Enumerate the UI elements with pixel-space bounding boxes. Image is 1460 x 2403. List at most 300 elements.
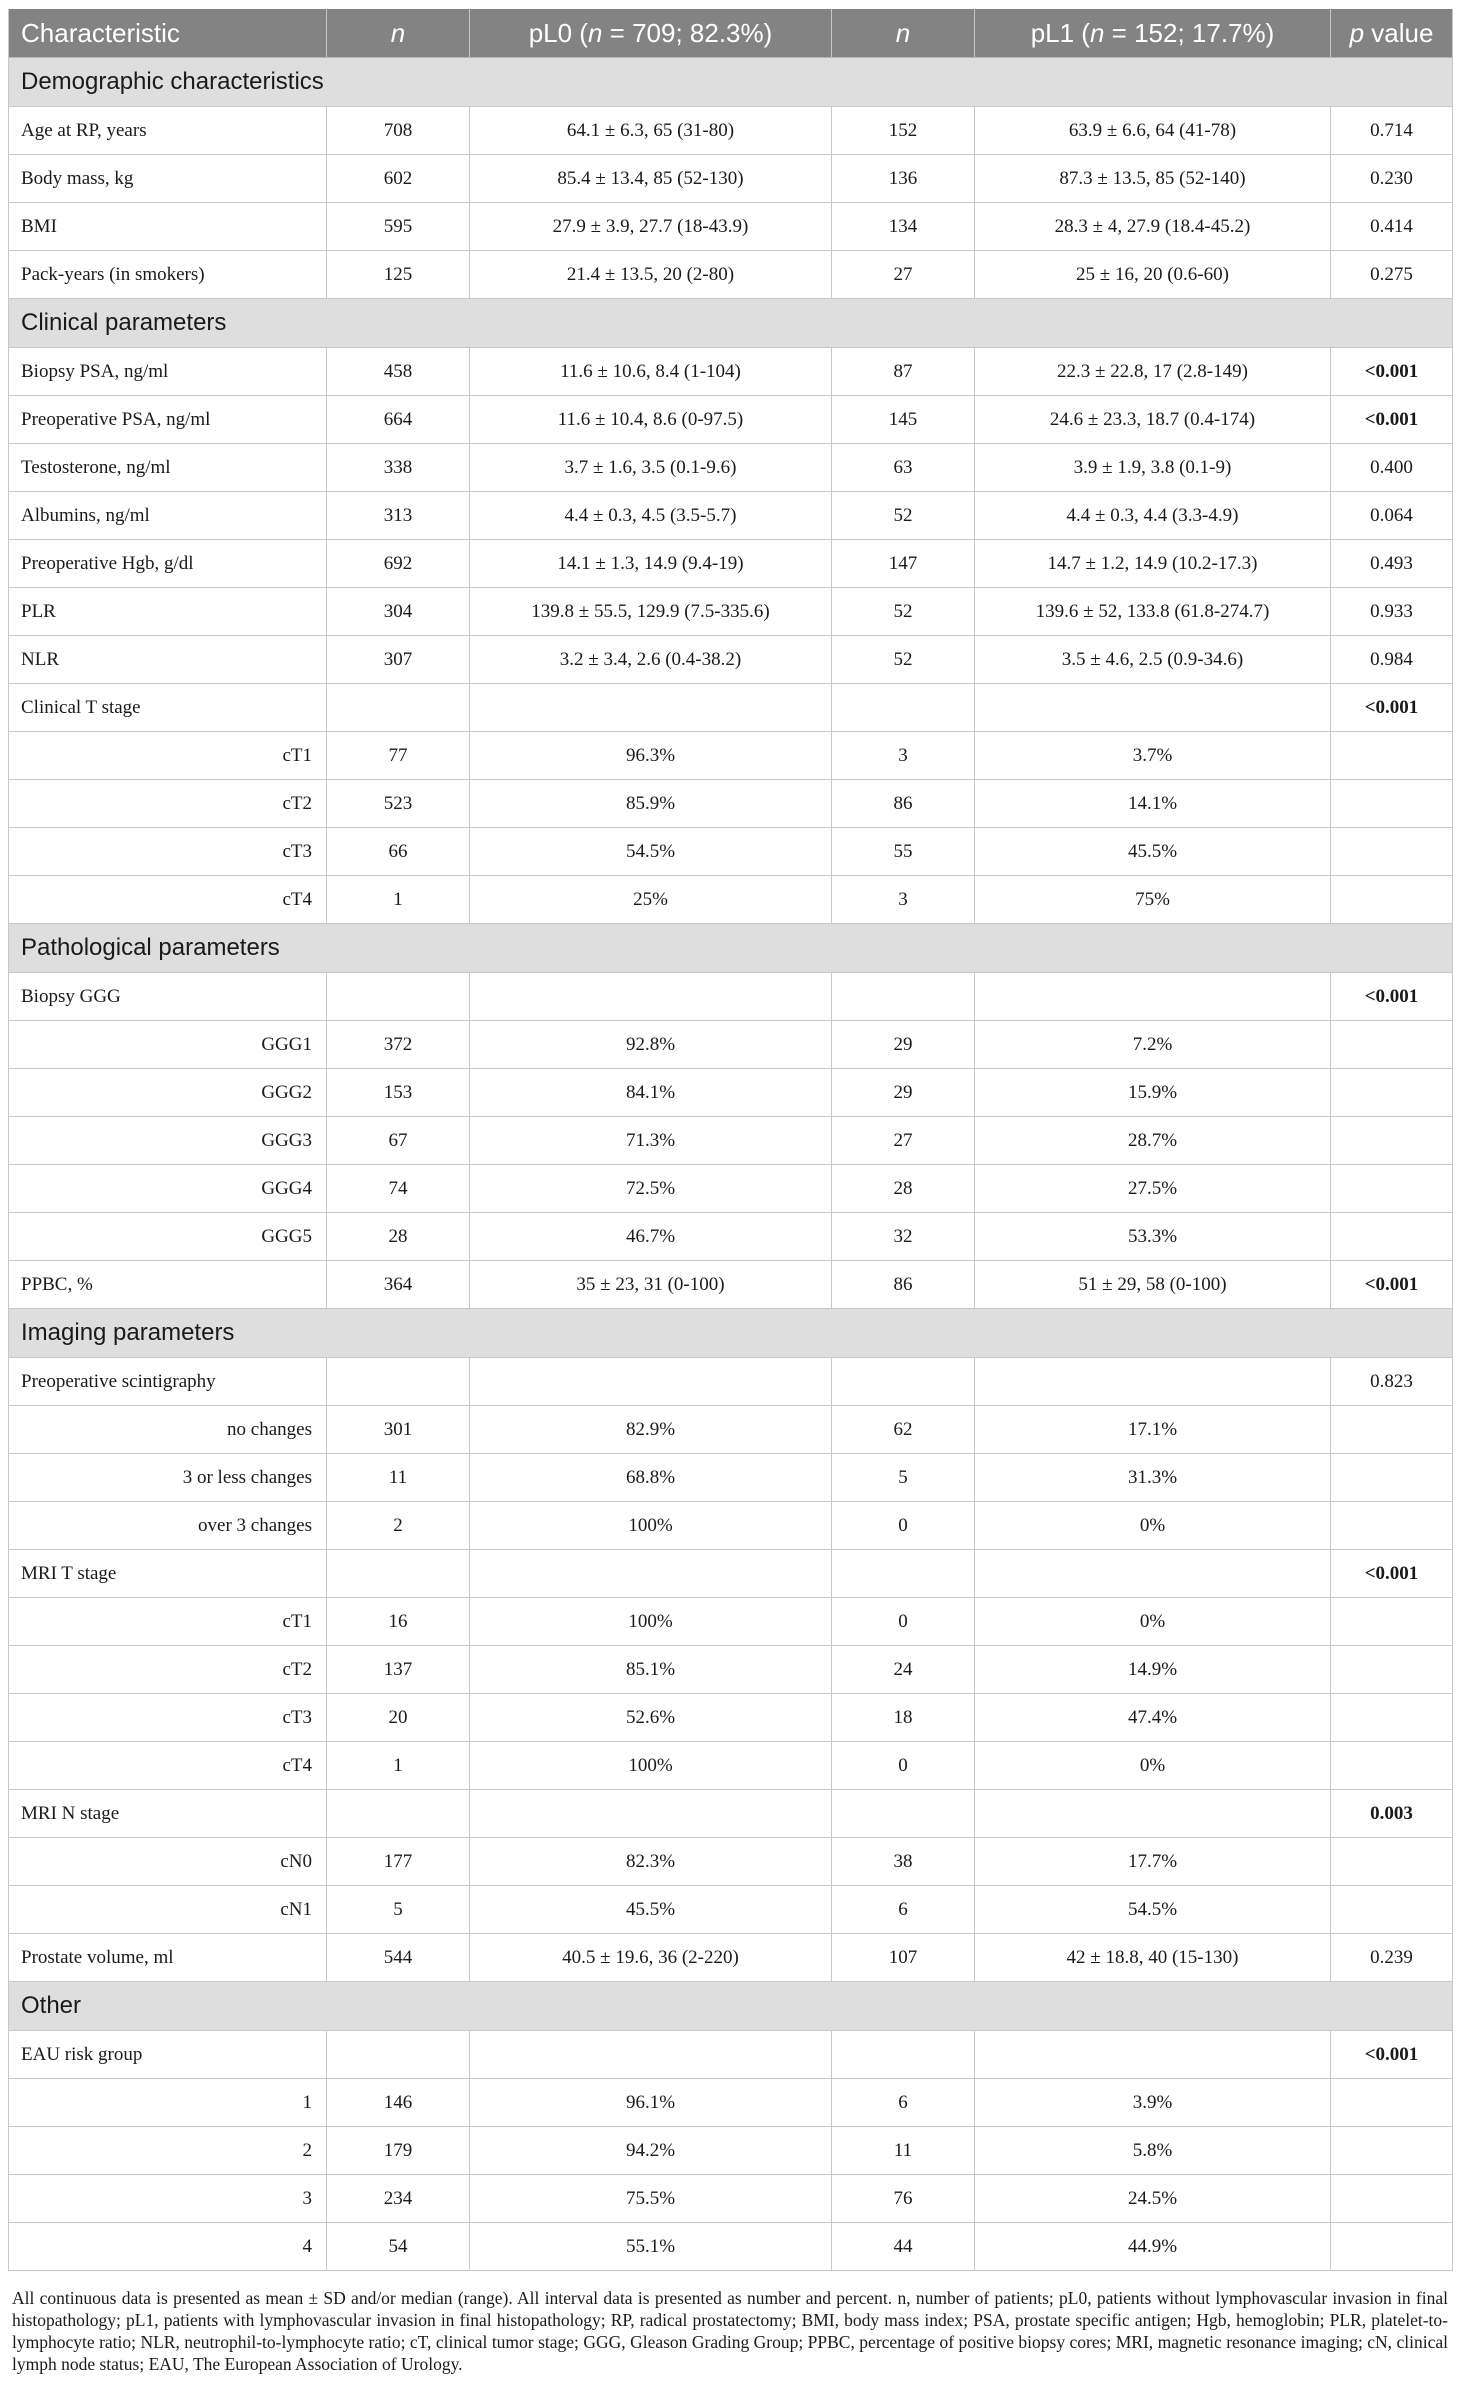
header-pl0 bbox=[470, 9, 832, 58]
cell-n-pl0: 1 bbox=[327, 876, 470, 924]
cell-n-pl1: 29 bbox=[832, 1069, 975, 1117]
cell-value-pl0: 55.1% bbox=[470, 2223, 832, 2271]
cell-value-pl0: 100% bbox=[470, 1598, 832, 1646]
cell-value-pl1: 24.5% bbox=[975, 2175, 1331, 2223]
cell-n-pl1: 62 bbox=[832, 1406, 975, 1454]
cell-n-pl1: 0 bbox=[832, 1502, 975, 1550]
table-row bbox=[9, 1021, 1453, 1069]
row-label: Biopsy GGG bbox=[9, 973, 327, 1021]
cell-n-pl0: 1 bbox=[327, 1742, 470, 1790]
cell-n-pl0: 664 bbox=[327, 396, 470, 444]
cell-value-pl1: 5.8% bbox=[975, 2127, 1331, 2175]
cell-value-pl0: 85.1% bbox=[470, 1646, 832, 1694]
cell-value-pl0: 82.3% bbox=[470, 1838, 832, 1886]
row-label: GGG3 bbox=[9, 1117, 327, 1165]
cell-value-pl0: 4.4 ± 0.3, 4.5 (3.5-5.7) bbox=[470, 492, 832, 540]
cell-n-pl0: 179 bbox=[327, 2127, 470, 2175]
row-label: over 3 changes bbox=[9, 1502, 327, 1550]
cell-n-pl1: 24 bbox=[832, 1646, 975, 1694]
cell-n-pl1 bbox=[832, 2031, 975, 2079]
cell-n-pl0 bbox=[327, 1550, 470, 1598]
cell-p-value bbox=[1331, 1406, 1453, 1454]
row-label: Age at RP, years bbox=[9, 107, 327, 155]
cell-n-pl0: 137 bbox=[327, 1646, 470, 1694]
cell-value-pl0 bbox=[470, 973, 832, 1021]
cell-p-value: 0.714 bbox=[1331, 107, 1453, 155]
cell-n-pl0: 67 bbox=[327, 1117, 470, 1165]
table-row bbox=[9, 973, 1453, 1021]
cell-value-pl0: 92.8% bbox=[470, 1021, 832, 1069]
cell-p-value bbox=[1331, 828, 1453, 876]
document bbox=[8, 9, 1452, 2393]
cell-value-pl0: 75.5% bbox=[470, 2175, 832, 2223]
cell-value-pl0: 3.2 ± 3.4, 2.6 (0.4-38.2) bbox=[470, 636, 832, 684]
row-label: Biopsy PSA, ng/ml bbox=[9, 348, 327, 396]
cell-value-pl0: 85.4 ± 13.4, 85 (52-130) bbox=[470, 155, 832, 203]
cell-value-pl1: 28.3 ± 4, 27.9 (18.4-45.2) bbox=[975, 203, 1331, 251]
cell-n-pl0 bbox=[327, 973, 470, 1021]
table-footnote: All continuous data is presented as mean ± SD and/or median (range). All interval data is presented as number and percent. n, number of patients; pL0, patients without lymphovascular invasion in final histopathology; pL1, patients with lymphovascular invasion in final histopathology; RP, radical prostatectomy; BMI, body mass index; PSA, prostate specific antigen; Hgb, hemoglobin; PLR, platelet-to-lymphocyte ratio; NLR, neutrophil-to-lymphocyte ratio; cT, clinical tumor stage; GGG, Gleason Grading Group; PPBC, percentage of positive biopsy cores; MRI, magnetic resonance imaging; cN, clinical lymph node status; EAU, The European Association of Urology. bbox=[12, 2288, 1448, 2374]
table-row bbox=[9, 1550, 1453, 1598]
header-n-pl0-text: n bbox=[390, 17, 406, 48]
cell-p-value bbox=[1331, 1742, 1453, 1790]
row-label: MRI N stage bbox=[9, 1790, 327, 1838]
cell-n-pl1: 55 bbox=[832, 828, 975, 876]
cell-value-pl1: 3.9 ± 1.9, 3.8 (0.1-9) bbox=[975, 444, 1331, 492]
table-row bbox=[9, 1598, 1453, 1646]
cell-n-pl0: 11 bbox=[327, 1454, 470, 1502]
table-row bbox=[9, 1502, 1453, 1550]
header-pl0-n: n bbox=[587, 17, 603, 48]
header-pl1 bbox=[975, 9, 1331, 58]
cell-value-pl0 bbox=[470, 1358, 832, 1406]
cell-value-pl0: 100% bbox=[470, 1502, 832, 1550]
cell-n-pl1: 87 bbox=[832, 348, 975, 396]
row-label: cT4 bbox=[9, 876, 327, 924]
section-title: Pathological parameters bbox=[9, 924, 1453, 973]
cell-n-pl0: 364 bbox=[327, 1261, 470, 1309]
row-label: 1 bbox=[9, 2079, 327, 2127]
cell-value-pl1: 47.4% bbox=[975, 1694, 1331, 1742]
table-row bbox=[9, 444, 1453, 492]
cell-n-pl1: 0 bbox=[832, 1742, 975, 1790]
cell-p-value bbox=[1331, 1694, 1453, 1742]
header-n-pl1 bbox=[832, 9, 975, 58]
cell-p-value bbox=[1331, 1069, 1453, 1117]
row-label: cN0 bbox=[9, 1838, 327, 1886]
cell-value-pl0: 82.9% bbox=[470, 1406, 832, 1454]
table-header-row bbox=[9, 9, 1453, 58]
row-label: 3 or less changes bbox=[9, 1454, 327, 1502]
cell-n-pl1: 63 bbox=[832, 444, 975, 492]
cell-value-pl1 bbox=[975, 973, 1331, 1021]
cell-value-pl1: 0% bbox=[975, 1742, 1331, 1790]
cell-n-pl1: 28 bbox=[832, 1165, 975, 1213]
cell-n-pl0: 301 bbox=[327, 1406, 470, 1454]
cell-n-pl1: 5 bbox=[832, 1454, 975, 1502]
row-label: GGG5 bbox=[9, 1213, 327, 1261]
cell-n-pl1: 18 bbox=[832, 1694, 975, 1742]
cell-p-value: 0.230 bbox=[1331, 155, 1453, 203]
row-label: GGG1 bbox=[9, 1021, 327, 1069]
cell-value-pl0: 68.8% bbox=[470, 1454, 832, 1502]
cell-p-value bbox=[1331, 732, 1453, 780]
table-row bbox=[9, 684, 1453, 732]
cell-n-pl0: 544 bbox=[327, 1934, 470, 1982]
cell-value-pl1: 3.9% bbox=[975, 2079, 1331, 2127]
cell-n-pl1: 6 bbox=[832, 1886, 975, 1934]
cell-n-pl1: 136 bbox=[832, 155, 975, 203]
cell-n-pl1: 52 bbox=[832, 492, 975, 540]
table-row bbox=[9, 396, 1453, 444]
header-p-suffix: value bbox=[1364, 17, 1434, 48]
cell-value-pl1: 28.7% bbox=[975, 1117, 1331, 1165]
cell-value-pl0: 40.5 ± 19.6, 36 (2-220) bbox=[470, 1934, 832, 1982]
cell-n-pl0: 16 bbox=[327, 1598, 470, 1646]
cell-p-value bbox=[1331, 2079, 1453, 2127]
table-row bbox=[9, 251, 1453, 299]
cell-value-pl0: 100% bbox=[470, 1742, 832, 1790]
cell-value-pl0 bbox=[470, 1550, 832, 1598]
cell-value-pl0: 54.5% bbox=[470, 828, 832, 876]
cell-n-pl1: 27 bbox=[832, 251, 975, 299]
row-label: 3 bbox=[9, 2175, 327, 2223]
cell-n-pl0: 54 bbox=[327, 2223, 470, 2271]
cell-value-pl1: 31.3% bbox=[975, 1454, 1331, 1502]
cell-value-pl0: 96.3% bbox=[470, 732, 832, 780]
cell-n-pl0 bbox=[327, 2031, 470, 2079]
table-row bbox=[9, 348, 1453, 396]
cell-p-value: <0.001 bbox=[1331, 973, 1453, 1021]
cell-value-pl0: 46.7% bbox=[470, 1213, 832, 1261]
cell-p-value: 0.239 bbox=[1331, 1934, 1453, 1982]
cell-n-pl0: 372 bbox=[327, 1021, 470, 1069]
table-row bbox=[9, 2031, 1453, 2079]
row-label: Pack-years (in smokers) bbox=[9, 251, 327, 299]
cell-p-value bbox=[1331, 1838, 1453, 1886]
cell-n-pl1: 3 bbox=[832, 876, 975, 924]
cell-value-pl0: 85.9% bbox=[470, 780, 832, 828]
cell-value-pl0 bbox=[470, 684, 832, 732]
cell-p-value: 0.003 bbox=[1331, 1790, 1453, 1838]
section-title: Other bbox=[9, 1982, 1453, 2031]
row-label: BMI bbox=[9, 203, 327, 251]
cell-n-pl1: 76 bbox=[832, 2175, 975, 2223]
section-title: Imaging parameters bbox=[9, 1309, 1453, 1358]
cell-p-value: <0.001 bbox=[1331, 1550, 1453, 1598]
cell-p-value bbox=[1331, 1886, 1453, 1934]
cell-n-pl1 bbox=[832, 1790, 975, 1838]
cell-n-pl1 bbox=[832, 973, 975, 1021]
cell-value-pl0: 11.6 ± 10.6, 8.4 (1-104) bbox=[470, 348, 832, 396]
cell-value-pl0: 14.1 ± 1.3, 14.9 (9.4-19) bbox=[470, 540, 832, 588]
cell-value-pl0: 25% bbox=[470, 876, 832, 924]
cell-value-pl1: 51 ± 29, 58 (0-100) bbox=[975, 1261, 1331, 1309]
table-row bbox=[9, 107, 1453, 155]
cell-p-value: 0.400 bbox=[1331, 444, 1453, 492]
cell-value-pl1: 27.5% bbox=[975, 1165, 1331, 1213]
table-row bbox=[9, 780, 1453, 828]
row-label: GGG4 bbox=[9, 1165, 327, 1213]
cell-value-pl1: 63.9 ± 6.6, 64 (41-78) bbox=[975, 107, 1331, 155]
row-label: cT2 bbox=[9, 780, 327, 828]
cell-n-pl1: 52 bbox=[832, 588, 975, 636]
cell-value-pl1: 4.4 ± 0.3, 4.4 (3.3-4.9) bbox=[975, 492, 1331, 540]
table-row bbox=[9, 1694, 1453, 1742]
cell-n-pl0: 313 bbox=[327, 492, 470, 540]
cell-n-pl1 bbox=[832, 1550, 975, 1598]
cell-value-pl1: 22.3 ± 22.8, 17 (2.8-149) bbox=[975, 348, 1331, 396]
table-row bbox=[9, 732, 1453, 780]
cell-p-value: <0.001 bbox=[1331, 684, 1453, 732]
cell-p-value bbox=[1331, 876, 1453, 924]
cell-n-pl0: 177 bbox=[327, 1838, 470, 1886]
cell-value-pl1: 53.3% bbox=[975, 1213, 1331, 1261]
cell-p-value bbox=[1331, 1646, 1453, 1694]
cell-value-pl1: 3.5 ± 4.6, 2.5 (0.9-34.6) bbox=[975, 636, 1331, 684]
section-title: Demographic characteristics bbox=[9, 58, 1453, 107]
header-pl0-suffix: = 709; 82.3%) bbox=[602, 17, 773, 48]
cell-n-pl0: 153 bbox=[327, 1069, 470, 1117]
cell-p-value: <0.001 bbox=[1331, 348, 1453, 396]
cell-value-pl1: 17.1% bbox=[975, 1406, 1331, 1454]
cell-p-value bbox=[1331, 1598, 1453, 1646]
cell-value-pl0: 139.8 ± 55.5, 129.9 (7.5-335.6) bbox=[470, 588, 832, 636]
table-row bbox=[9, 155, 1453, 203]
cell-p-value: 0.823 bbox=[1331, 1358, 1453, 1406]
cell-p-value bbox=[1331, 780, 1453, 828]
cell-value-pl1: 3.7% bbox=[975, 732, 1331, 780]
row-label: Albumins, ng/ml bbox=[9, 492, 327, 540]
cell-n-pl1: 0 bbox=[832, 1598, 975, 1646]
cell-n-pl1: 6 bbox=[832, 2079, 975, 2127]
cell-value-pl1 bbox=[975, 2031, 1331, 2079]
cell-n-pl0: 602 bbox=[327, 155, 470, 203]
row-label: Preoperative Hgb, g/dl bbox=[9, 540, 327, 588]
cell-p-value: 0.275 bbox=[1331, 251, 1453, 299]
cell-n-pl1 bbox=[832, 684, 975, 732]
header-n-pl1-text: n bbox=[895, 17, 911, 48]
row-label: GGG2 bbox=[9, 1069, 327, 1117]
cell-p-value: <0.001 bbox=[1331, 2031, 1453, 2079]
table-row bbox=[9, 1213, 1453, 1261]
cell-value-pl0 bbox=[470, 2031, 832, 2079]
table-row bbox=[9, 876, 1453, 924]
table-row bbox=[9, 1358, 1453, 1406]
cell-value-pl0: 52.6% bbox=[470, 1694, 832, 1742]
cell-n-pl1: 11 bbox=[832, 2127, 975, 2175]
table-row bbox=[9, 1742, 1453, 1790]
row-label: Testosterone, ng/ml bbox=[9, 444, 327, 492]
cell-p-value: <0.001 bbox=[1331, 396, 1453, 444]
row-label: Prostate volume, ml bbox=[9, 1934, 327, 1982]
cell-n-pl1: 107 bbox=[832, 1934, 975, 1982]
table-row bbox=[9, 540, 1453, 588]
cell-value-pl0: 72.5% bbox=[470, 1165, 832, 1213]
section-header-row bbox=[9, 299, 1453, 348]
cell-p-value: 0.933 bbox=[1331, 588, 1453, 636]
cell-value-pl1: 54.5% bbox=[975, 1886, 1331, 1934]
cell-value-pl0: 21.4 ± 13.5, 20 (2-80) bbox=[470, 251, 832, 299]
cell-value-pl1: 0% bbox=[975, 1598, 1331, 1646]
cell-value-pl1: 75% bbox=[975, 876, 1331, 924]
cell-value-pl0: 96.1% bbox=[470, 2079, 832, 2127]
row-label: Body mass, kg bbox=[9, 155, 327, 203]
characteristics-table bbox=[8, 9, 1453, 2271]
cell-p-value: 0.414 bbox=[1331, 203, 1453, 251]
cell-n-pl1: 152 bbox=[832, 107, 975, 155]
cell-n-pl0: 523 bbox=[327, 780, 470, 828]
table-row bbox=[9, 492, 1453, 540]
header-pl1-prefix: pL1 ( bbox=[1030, 17, 1090, 48]
cell-value-pl0: 11.6 ± 10.4, 8.6 (0-97.5) bbox=[470, 396, 832, 444]
cell-n-pl1: 86 bbox=[832, 780, 975, 828]
cell-value-pl0: 27.9 ± 3.9, 27.7 (18-43.9) bbox=[470, 203, 832, 251]
row-label: cT4 bbox=[9, 1742, 327, 1790]
header-p-italic: p bbox=[1349, 17, 1365, 48]
cell-n-pl0: 595 bbox=[327, 203, 470, 251]
cell-p-value bbox=[1331, 1213, 1453, 1261]
table-row bbox=[9, 1406, 1453, 1454]
cell-n-pl1: 86 bbox=[832, 1261, 975, 1309]
header-p-value bbox=[1331, 9, 1453, 58]
cell-p-value bbox=[1331, 1021, 1453, 1069]
cell-n-pl0: 458 bbox=[327, 348, 470, 396]
cell-value-pl0: 71.3% bbox=[470, 1117, 832, 1165]
row-label: PLR bbox=[9, 588, 327, 636]
cell-value-pl1: 87.3 ± 13.5, 85 (52-140) bbox=[975, 155, 1331, 203]
cell-value-pl1 bbox=[975, 1358, 1331, 1406]
row-label: cN1 bbox=[9, 1886, 327, 1934]
cell-n-pl0: 74 bbox=[327, 1165, 470, 1213]
section-title: Clinical parameters bbox=[9, 299, 1453, 348]
cell-n-pl1 bbox=[832, 1358, 975, 1406]
table-row bbox=[9, 1454, 1453, 1502]
cell-n-pl0: 77 bbox=[327, 732, 470, 780]
row-label: cT1 bbox=[9, 1598, 327, 1646]
header-pl1-n: n bbox=[1089, 17, 1105, 48]
cell-value-pl1: 17.7% bbox=[975, 1838, 1331, 1886]
section-header-row bbox=[9, 58, 1453, 107]
cell-value-pl1: 15.9% bbox=[975, 1069, 1331, 1117]
row-label: PPBC, % bbox=[9, 1261, 327, 1309]
row-label: Preoperative scintigraphy bbox=[9, 1358, 327, 1406]
cell-p-value: 0.984 bbox=[1331, 636, 1453, 684]
cell-p-value bbox=[1331, 1454, 1453, 1502]
row-label: 4 bbox=[9, 2223, 327, 2271]
table-row bbox=[9, 1790, 1453, 1838]
cell-value-pl1: 14.1% bbox=[975, 780, 1331, 828]
cell-value-pl0: 45.5% bbox=[470, 1886, 832, 1934]
row-label: 2 bbox=[9, 2127, 327, 2175]
cell-n-pl0: 307 bbox=[327, 636, 470, 684]
cell-p-value bbox=[1331, 1117, 1453, 1165]
row-label: Preoperative PSA, ng/ml bbox=[9, 396, 327, 444]
cell-p-value bbox=[1331, 1165, 1453, 1213]
cell-n-pl1: 147 bbox=[832, 540, 975, 588]
header-characteristic: Characteristic bbox=[9, 9, 327, 58]
cell-p-value bbox=[1331, 2127, 1453, 2175]
cell-value-pl0: 3.7 ± 1.6, 3.5 (0.1-9.6) bbox=[470, 444, 832, 492]
cell-n-pl0: 338 bbox=[327, 444, 470, 492]
cell-value-pl1: 44.9% bbox=[975, 2223, 1331, 2271]
cell-n-pl0: 146 bbox=[327, 2079, 470, 2127]
cell-n-pl0: 20 bbox=[327, 1694, 470, 1742]
table-row bbox=[9, 828, 1453, 876]
table-row bbox=[9, 588, 1453, 636]
cell-n-pl0 bbox=[327, 1358, 470, 1406]
section-header-row bbox=[9, 1309, 1453, 1358]
cell-n-pl0: 304 bbox=[327, 588, 470, 636]
cell-value-pl0 bbox=[470, 1790, 832, 1838]
cell-n-pl0: 692 bbox=[327, 540, 470, 588]
cell-n-pl1: 44 bbox=[832, 2223, 975, 2271]
cell-value-pl1: 24.6 ± 23.3, 18.7 (0.4-174) bbox=[975, 396, 1331, 444]
cell-p-value: 0.064 bbox=[1331, 492, 1453, 540]
table-row bbox=[9, 1165, 1453, 1213]
row-label: EAU risk group bbox=[9, 2031, 327, 2079]
cell-value-pl0: 94.2% bbox=[470, 2127, 832, 2175]
cell-n-pl1: 134 bbox=[832, 203, 975, 251]
cell-n-pl1: 32 bbox=[832, 1213, 975, 1261]
cell-n-pl0 bbox=[327, 684, 470, 732]
cell-n-pl1: 52 bbox=[832, 636, 975, 684]
table-row bbox=[9, 203, 1453, 251]
cell-value-pl1: 42 ± 18.8, 40 (15-130) bbox=[975, 1934, 1331, 1982]
cell-p-value: <0.001 bbox=[1331, 1261, 1453, 1309]
row-label: cT2 bbox=[9, 1646, 327, 1694]
row-label: cT3 bbox=[9, 1694, 327, 1742]
table-row bbox=[9, 1069, 1453, 1117]
row-label: Clinical T stage bbox=[9, 684, 327, 732]
cell-n-pl0: 125 bbox=[327, 251, 470, 299]
section-header-row bbox=[9, 1982, 1453, 2031]
cell-p-value: 0.493 bbox=[1331, 540, 1453, 588]
header-pl1-suffix: = 152; 17.7%) bbox=[1104, 17, 1275, 48]
section-header-row bbox=[9, 924, 1453, 973]
cell-p-value bbox=[1331, 1502, 1453, 1550]
cell-value-pl0: 35 ± 23, 31 (0-100) bbox=[470, 1261, 832, 1309]
table-row bbox=[9, 2127, 1453, 2175]
row-label: MRI T stage bbox=[9, 1550, 327, 1598]
table-row bbox=[9, 636, 1453, 684]
table-row bbox=[9, 2223, 1453, 2271]
cell-value-pl1: 0% bbox=[975, 1502, 1331, 1550]
cell-value-pl1 bbox=[975, 1550, 1331, 1598]
table-row bbox=[9, 1934, 1453, 1982]
cell-n-pl0 bbox=[327, 1790, 470, 1838]
cell-n-pl1: 145 bbox=[832, 396, 975, 444]
cell-p-value bbox=[1331, 2223, 1453, 2271]
table-row bbox=[9, 1646, 1453, 1694]
cell-value-pl1: 14.9% bbox=[975, 1646, 1331, 1694]
table-row bbox=[9, 1886, 1453, 1934]
row-label: cT1 bbox=[9, 732, 327, 780]
table-row bbox=[9, 2175, 1453, 2223]
cell-value-pl1: 14.7 ± 1.2, 14.9 (10.2-17.3) bbox=[975, 540, 1331, 588]
row-label: NLR bbox=[9, 636, 327, 684]
cell-n-pl0: 708 bbox=[327, 107, 470, 155]
cell-value-pl0: 64.1 ± 6.3, 65 (31-80) bbox=[470, 107, 832, 155]
cell-p-value bbox=[1331, 2175, 1453, 2223]
cell-value-pl1: 139.6 ± 52, 133.8 (61.8-274.7) bbox=[975, 588, 1331, 636]
table-row bbox=[9, 1117, 1453, 1165]
cell-n-pl0: 5 bbox=[327, 1886, 470, 1934]
table-row bbox=[9, 1838, 1453, 1886]
cell-n-pl0: 234 bbox=[327, 2175, 470, 2223]
table-row bbox=[9, 2079, 1453, 2127]
cell-n-pl0: 2 bbox=[327, 1502, 470, 1550]
